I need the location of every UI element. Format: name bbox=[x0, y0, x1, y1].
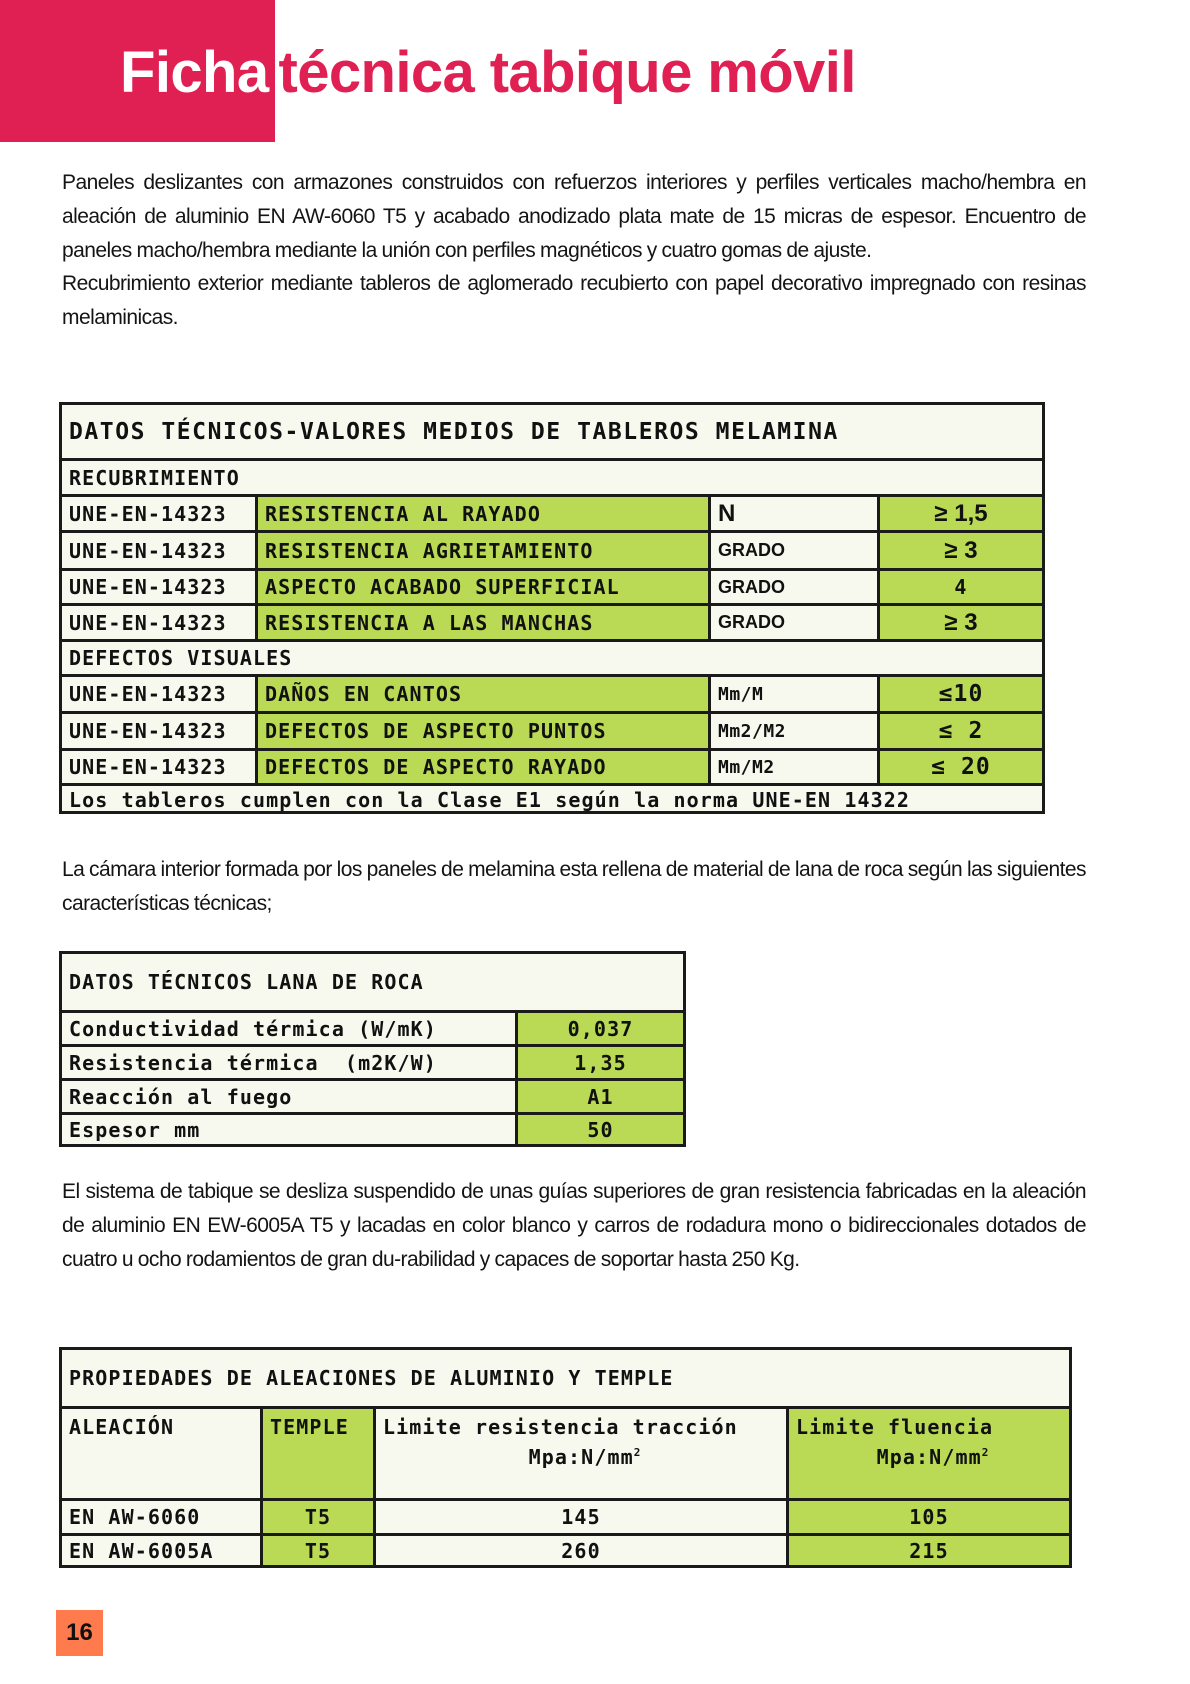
table-row bbox=[62, 603, 1042, 639]
header-traccion bbox=[373, 1409, 786, 1498]
traccion-cell: 260 bbox=[373, 1536, 786, 1565]
table-title: DATOS TÉCNICOS-VALORES MEDIOS DE TABLEROS MELAMINA bbox=[69, 418, 839, 445]
property-cell: Conductividad térmica (W/mK) bbox=[69, 1016, 437, 1041]
intro-paragraph-2: Recubrimiento exterior mediante tableros de aglomerado recubierto con papel decorativo impregnado con resinas melaminicas. bbox=[62, 272, 1086, 330]
norma-cell: UNE-EN-14323 bbox=[69, 501, 227, 526]
page-title-highlight: Ficha bbox=[120, 40, 269, 105]
traccion-cell: 145 bbox=[373, 1501, 786, 1533]
table-row bbox=[62, 1498, 1069, 1533]
table-footer-note: Los tableros cumplen con la Clase E1 según la norma UNE-EN 14322 bbox=[69, 788, 911, 812]
table-row bbox=[62, 1533, 1069, 1565]
norma-cell: UNE-EN-14323 bbox=[69, 610, 227, 635]
table-footer-row bbox=[62, 783, 1042, 814]
header-fluencia-label: Limite fluencia bbox=[796, 1415, 994, 1439]
norma-cell: UNE-EN-14323 bbox=[69, 575, 227, 599]
table-header-row bbox=[62, 1406, 1069, 1498]
value-cell: A1 bbox=[515, 1081, 683, 1112]
value-cell: 0,037 bbox=[515, 1013, 683, 1044]
aleacion-cell: EN AW-6005A bbox=[69, 1538, 214, 1563]
fluencia-cell: 105 bbox=[786, 1501, 1069, 1533]
table-row bbox=[62, 530, 1042, 568]
valor-cell: ≥ 3 bbox=[877, 606, 1042, 639]
table-row bbox=[62, 1010, 683, 1044]
section-label: RECUBRIMIENTO bbox=[69, 465, 240, 490]
header-temple: TEMPLE bbox=[260, 1409, 373, 1498]
table-row bbox=[62, 568, 1042, 603]
intro-text bbox=[62, 166, 1086, 335]
table-row bbox=[62, 1112, 683, 1144]
unidad-cell: GRADO bbox=[708, 533, 877, 568]
table-row bbox=[62, 1044, 683, 1078]
valor-cell: 4 bbox=[877, 571, 1042, 603]
section-label: DEFECTOS VISUALES bbox=[69, 646, 293, 670]
ensayo-cell: ASPECTO ACABADO SUPERFICIAL bbox=[255, 571, 708, 603]
ensayo-cell: DEFECTOS DE ASPECTO PUNTOS bbox=[255, 714, 708, 748]
table-row bbox=[62, 748, 1042, 783]
ensayo-cell: DAÑOS EN CANTOS bbox=[255, 677, 708, 711]
page-number-badge bbox=[56, 1610, 103, 1656]
unidad-cell: Mm/M bbox=[708, 677, 877, 711]
sistema-paragraph: El sistema de tabique se desliza suspendido de unas guías superiores de gran resistencia fabricadas en la aleación de aluminio EN EW-6005A T5 y lacadas en color blanco y carros de rodadura mono o bidireccionales dotados de cuatro u ocho rodamientos de gran du-rabilidad y capaces de soportar hasta 250 Kg. bbox=[62, 1180, 1086, 1271]
fluencia-cell: 215 bbox=[786, 1536, 1069, 1565]
norma-cell: UNE-EN-14323 bbox=[69, 755, 227, 779]
valor-cell: ≤ 20 bbox=[877, 751, 1042, 783]
lana-roca-table bbox=[59, 951, 686, 1147]
lana-paragraph: La cámara interior formada por los paneles de melamina esta rellena de material de lana de roca según las siguientes características técnicas; bbox=[62, 858, 1086, 915]
table-row bbox=[62, 674, 1042, 711]
melamina-technical-table bbox=[59, 402, 1045, 814]
property-cell: Espesor mm bbox=[69, 1117, 201, 1142]
lana-text bbox=[62, 853, 1086, 921]
norma-cell: UNE-EN-14323 bbox=[69, 538, 227, 563]
value-cell: 1,35 bbox=[515, 1047, 683, 1078]
sistema-text bbox=[62, 1175, 1086, 1276]
ensayo-cell: RESISTENCIA AGRIETAMIENTO bbox=[255, 533, 708, 568]
ensayo-cell: DEFECTOS DE ASPECTO RAYADO bbox=[255, 751, 708, 783]
temple-cell: T5 bbox=[260, 1501, 373, 1533]
table-row bbox=[62, 1078, 683, 1112]
table-title: DATOS TÉCNICOS LANA DE ROCA bbox=[69, 970, 424, 994]
property-cell: Reacción al fuego bbox=[69, 1084, 293, 1109]
page-number: 16 bbox=[66, 1619, 93, 1646]
valor-cell: ≥ 3 bbox=[877, 533, 1042, 568]
header-aleacion: ALEACIÓN bbox=[69, 1415, 175, 1439]
unidad-cell: Mm2/M2 bbox=[708, 714, 877, 748]
unidad-cell: GRADO bbox=[708, 606, 877, 639]
header-traccion-unit: $Mpa:N/mm^2$ bbox=[528, 1445, 641, 1469]
aleacion-cell: EN AW-6060 bbox=[69, 1505, 201, 1529]
valor-cell: ≥ 1,5 bbox=[877, 497, 1042, 530]
table-row bbox=[62, 711, 1042, 748]
temple-cell: T5 bbox=[260, 1536, 373, 1565]
property-cell: Resistencia térmica (m2K/W) bbox=[69, 1050, 437, 1075]
header-traccion-label: Limite resistencia tracción bbox=[383, 1415, 738, 1439]
unidad-cell: GRADO bbox=[708, 571, 877, 603]
page-title bbox=[120, 38, 856, 108]
norma-cell: UNE-EN-14323 bbox=[69, 682, 227, 706]
section-header-recubrimiento bbox=[62, 458, 1042, 494]
page-title-rest: técnica tabique móvil bbox=[278, 40, 856, 105]
valor-cell: ≤10 bbox=[877, 677, 1042, 711]
aleaciones-table bbox=[59, 1347, 1072, 1568]
header-fluencia-unit: $Mpa:N/mm^2$ bbox=[876, 1445, 989, 1469]
unidad-cell: Mm/M2 bbox=[708, 751, 877, 783]
valor-cell: ≤ 2 bbox=[877, 714, 1042, 748]
unidad-cell: N bbox=[708, 497, 877, 530]
intro-paragraph-1: Paneles deslizantes con armazones construidos con refuerzos interiores y perfiles verticales macho/hembra en aleación de aluminio EN AW-6060 T5 y acabado anodizado plata mate de 15 micras de espesor. Encuentro de paneles macho/hembra mediante la unión con perfiles magnéticos y cuatro gomas de ajuste. bbox=[62, 171, 1086, 262]
norma-cell: UNE-EN-14323 bbox=[69, 719, 227, 743]
header-fluencia bbox=[786, 1409, 1069, 1498]
table-row bbox=[62, 494, 1042, 530]
ensayo-cell: RESISTENCIA AL RAYADO bbox=[255, 497, 708, 530]
ensayo-cell: RESISTENCIA A LAS MANCHAS bbox=[255, 606, 708, 639]
value-cell: 50 bbox=[515, 1115, 683, 1144]
section-header-defectos bbox=[62, 639, 1042, 674]
table-title: PROPIEDADES DE ALEACIONES DE ALUMINIO Y TEMPLE bbox=[69, 1366, 674, 1390]
